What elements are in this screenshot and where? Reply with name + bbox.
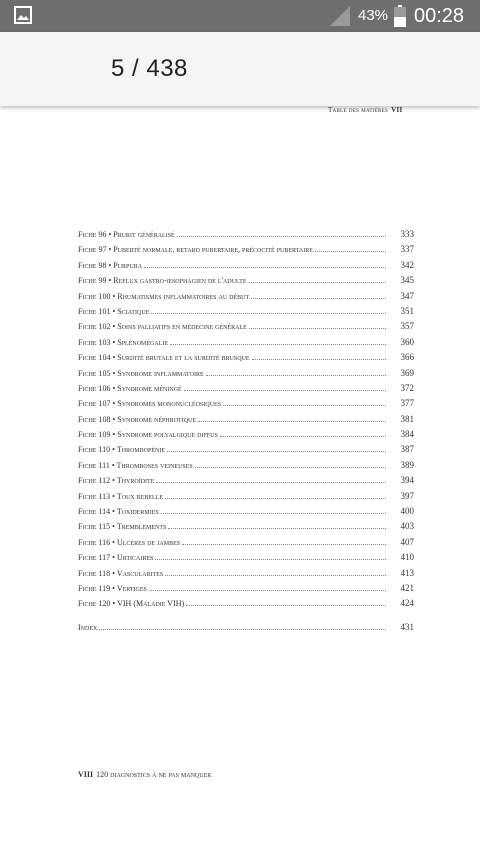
toc-bullet: • [110,599,118,609]
table-of-contents [78,229,414,637]
toc-entry-page: 333 [400,229,414,239]
toc-entry-number: Fiche 108 [78,414,111,424]
toc-entry[interactable] [78,491,414,506]
toc-entry-page: 421 [400,582,414,593]
toc-entry-page: 394 [400,475,414,486]
toc-index-page: 431 [400,621,414,632]
toc-entry-number: Fiche 107 [78,399,111,409]
toc-entry[interactable] [78,398,414,413]
toc-entry-label [78,245,313,254]
toc-entry-page: 345 [400,275,414,286]
toc-entry-number: Fiche 111 [78,460,110,470]
footer-page-number: VIII [78,770,94,779]
gallery-icon [14,6,32,24]
toc-entry[interactable] [78,444,414,459]
toc-entry[interactable] [78,429,414,444]
toc-entry[interactable] [78,244,414,259]
toc-leader [186,604,386,606]
toc-entry-title: Syndrome polyalgique diffus [117,430,218,440]
toc-bullet: • [110,322,118,332]
toc-bullet: • [110,306,118,316]
toc-entry-number: Fiche 101 [78,306,111,316]
toc-entry-number: Fiche 115 [78,522,111,532]
toc-entry-page: 357 [400,321,414,332]
toc-leader [165,497,386,499]
toc-entry-page: 389 [400,459,414,470]
toc-entry-page: 369 [400,367,414,378]
toc-leader [252,358,386,360]
toc-entry-number: Fiche 106 [78,383,111,393]
toc-entry-number: Fiche 99 [78,276,107,286]
toc-entry-label [78,230,175,239]
toc-entry-label [78,353,250,362]
toc-entry-label [78,476,154,485]
toc-entry-title: Thromboses veineuses [116,460,193,470]
toc-entry-label [78,461,193,470]
toc-entry[interactable] [78,598,414,613]
toc-entry-label [78,399,221,408]
toc-entry-page: 381 [400,413,414,424]
toc-entry-title: Syndrome inflammatoire [117,368,204,378]
toc-entry-label [78,369,204,378]
toc-leader [99,628,386,630]
toc-entry-number: Fiche 110 [78,445,111,455]
toc-entry-label [78,569,163,578]
toc-entry-label [78,261,142,270]
toc-leader [144,266,386,268]
toc-bullet: • [110,337,118,347]
toc-entry-title: Thrombopénie [116,445,166,455]
toc-entry-label [78,307,149,316]
toc-entry-label [78,599,184,608]
toc-leader [165,574,386,576]
toc-entry-label [78,292,249,301]
toc-leader [177,235,386,237]
toc-entry-label [78,538,180,547]
toc-entry-page: 407 [400,536,414,547]
toc-entry-number: Fiche 98 [78,260,107,270]
toc-entry-number: Fiche 96 [78,230,107,239]
toc-entry-title: Syndrome méningé [117,383,182,393]
toc-bullet: • [110,414,118,424]
toc-entry[interactable] [78,506,414,521]
toc-entry-number: Fiche 109 [78,430,111,440]
toc-entry-title: Purpura [113,260,143,270]
toc-entry-page: 424 [400,598,414,609]
toc-entry-number: Fiche 120 [78,599,111,609]
toc-leader [151,312,386,314]
toc-entry[interactable] [78,383,414,398]
toc-leader [149,589,386,591]
toc-entry-title: Splénomégalie [117,337,169,347]
toc-bullet: • [110,537,117,547]
toc-entry-label [78,445,165,454]
toc-entry-number: Fiche 119 [78,583,111,593]
toc-entry-title: Sciatique [117,306,150,316]
battery-percent: 43% [358,7,389,24]
toc-entry-label [78,322,247,331]
toc-leader [223,404,386,406]
toc-entry-number: Fiche 102 [78,322,111,332]
toc-bullet: • [106,276,114,286]
toc-leader [315,250,386,252]
toc-entry[interactable] [78,260,414,275]
toc-entry-number: Fiche 118 [78,568,111,578]
toc-entry[interactable] [78,568,414,583]
toc-entry-title: Urticaires [116,553,154,563]
running-head-page: VII [391,106,403,114]
toc-entry[interactable] [78,460,414,475]
toc-entry-title: Soins palliatifs en médecine générale [117,322,247,332]
toc-entry-title: Thyroïdite [116,476,155,486]
toc-bullet: • [110,430,118,440]
toc-index-title: Index [78,622,98,632]
toc-leader [220,435,386,437]
toc-bullet: • [110,583,117,593]
toc-entry-title: Prurit généralisé [113,230,175,239]
app-header [0,32,480,106]
toc-entry-page: 387 [400,444,414,455]
toc-leader [206,374,386,376]
toc-entry-label [78,276,247,285]
toc-leader [249,281,387,283]
toc-entry-page: 372 [400,382,414,393]
toc-entry-number: Fiche 112 [78,476,111,486]
toc-entry[interactable] [78,337,414,352]
page-footer [78,770,211,779]
toc-entry-label [78,430,218,439]
toc-entry-page: 342 [400,259,414,270]
document-page[interactable] [0,106,480,853]
toc-entry-title: Rhumatismes inflammatoires au début [117,291,250,301]
toc-bullet: • [109,460,117,470]
running-head [328,106,403,115]
toc-leader [249,327,386,329]
toc-entry[interactable] [78,537,414,552]
toc-entry-number: Fiche 116 [78,537,111,547]
toc-bullet: • [106,230,114,239]
toc-leader [195,466,386,468]
toc-entry-title: Ulcères de jambes [116,537,181,547]
running-head-title: Table des matières [328,106,389,114]
toc-leader [251,297,386,299]
toc-entry-number: Fiche 103 [78,337,111,347]
toc-entry-page: 397 [400,490,414,501]
toc-entry-title: Reflux gastro-œsophagien de l'adulte [113,276,247,286]
toc-entry-title: Tremblements [116,522,167,532]
toc-entry-label [78,522,166,531]
toc-entry-label [78,492,163,501]
toc-entry-title: Syndrome néphrotique [117,414,197,424]
toc-bullet: • [110,291,118,301]
toc-bullet: • [110,383,118,393]
toc-entry-title: Surdité brutale et la surdité brusque [117,353,250,363]
toc-entry[interactable] [78,414,414,429]
toc-bullet: • [110,445,117,455]
toc-bullet: • [106,245,114,255]
toc-entry-title: VIH (Maladie VIH) [117,599,185,609]
toc-bullet: • [110,476,117,486]
toc-index-entry[interactable] [78,622,414,637]
toc-bullet: • [110,522,117,532]
toc-bullet: • [110,399,118,409]
toc-leader [155,558,386,560]
toc-entry[interactable] [78,368,414,383]
status-bar [0,0,480,32]
toc-entry[interactable] [78,583,414,598]
toc-leader [198,420,386,422]
battery-icon [394,5,406,27]
toc-entry-label [78,584,147,593]
toc-entry-page: 366 [400,352,414,363]
toc-entry-number: Fiche 97 [78,245,107,255]
toc-bullet: • [110,553,117,563]
toc-entry-number: Fiche 105 [78,368,111,378]
toc-entry[interactable] [78,352,414,367]
toc-entry[interactable] [78,475,414,490]
toc-leader [168,527,386,529]
toc-entry-label [78,384,182,393]
toc-leader [184,389,386,391]
toc-leader [161,512,386,514]
toc-entry-number: Fiche 104 [78,353,111,363]
toc-entry-label [78,507,159,516]
toc-leader [167,450,386,452]
toc-entry-page: 347 [400,290,414,301]
toc-leader [170,343,386,345]
toc-entry[interactable] [78,291,414,306]
toc-entry-page: 384 [400,429,414,440]
clock: 00:28 [414,5,465,27]
toc-bullet: • [110,368,118,378]
toc-entry-title: Vertiges [116,583,147,593]
toc-entry-page: 377 [400,398,414,409]
signal-icon [330,6,350,26]
toc-entry-number: Fiche 113 [78,491,111,501]
toc-bullet: • [110,353,118,363]
toc-entry-page: 403 [400,521,414,532]
footer-book-title: 120 diagnostics à ne pas manquer [96,770,212,779]
toc-entry-page: 410 [400,552,414,563]
toc-entry-title: Toxidermies [116,507,159,517]
toc-entry[interactable] [78,229,414,244]
toc-entry-title: Toux rebelle [116,491,164,501]
toc-entry-title: Syndromes mononucléosiques [117,399,222,409]
toc-leader [156,481,386,483]
toc-entry[interactable] [78,552,414,567]
toc-entry-title: Puberté normale, retard pubertaire, précocité pubertaire [113,245,313,255]
toc-entry-number: Fiche 117 [78,553,111,563]
page-counter[interactable]: 5 / 438 [111,55,188,82]
toc-entry-page: 351 [400,305,414,316]
toc-entry-page: 360 [400,336,414,347]
toc-bullet: • [106,260,114,270]
toc-entry-label [78,415,196,424]
toc-entry-title: Vascularites [116,568,164,578]
toc-entry[interactable] [78,275,414,290]
toc-leader [182,543,386,545]
toc-bullet: • [110,568,117,578]
toc-entry[interactable] [78,306,414,321]
toc-bullet: • [110,491,117,501]
toc-entry-label [78,553,153,562]
toc-entry-label [78,338,168,347]
toc-entry-page: 400 [400,506,414,517]
toc-entry-number: Fiche 100 [78,291,111,301]
toc-entry[interactable] [78,521,414,536]
toc-entry-page: 337 [400,244,414,255]
toc-bullet: • [110,507,117,517]
toc-entry[interactable] [78,321,414,336]
toc-entry-number: Fiche 114 [78,507,111,517]
toc-entry-page: 413 [400,567,414,578]
